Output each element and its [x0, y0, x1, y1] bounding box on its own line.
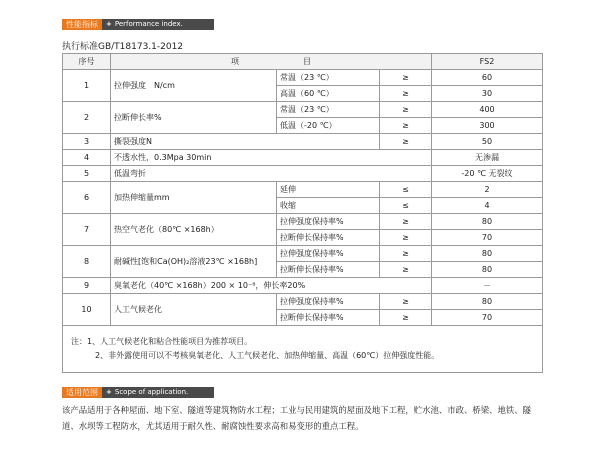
application-tag: 适用范围 — [62, 387, 102, 398]
row-sign: ≥ — [380, 118, 432, 134]
row-no: 10 — [63, 294, 111, 326]
row-value: 300 — [432, 118, 543, 134]
row-value: 80 — [432, 246, 543, 262]
row-no: 4 — [63, 150, 111, 166]
performance-section-header — [62, 19, 214, 30]
row-value: 4 — [432, 198, 543, 214]
row-value: 2 — [432, 182, 543, 198]
application-title-bar — [102, 387, 214, 398]
row-no: 5 — [63, 166, 111, 182]
note-line-1: 注：1、人工气候老化和粘合性能项目为推荐项目。 — [71, 337, 253, 346]
row-no: 8 — [63, 246, 111, 278]
table-row — [63, 166, 543, 182]
row-condition: 高温（60 ℃） — [277, 86, 380, 102]
performance-title: Performance index. — [114, 20, 183, 28]
row-condition: 拉伸强度保持率% — [277, 246, 380, 262]
performance-tag: 性能指标 — [62, 19, 102, 30]
table-row — [63, 246, 543, 262]
row-condition: 常温（23 ℃） — [277, 70, 380, 86]
row-value: － — [432, 278, 543, 294]
header-no: 序号 — [63, 54, 111, 70]
performance-title-bar — [102, 19, 214, 30]
row-item: 臭氧老化（40℃ ×168h）200 × 10⁻⁸，伸长率20% — [111, 278, 432, 294]
row-item: 低温弯折 — [111, 166, 432, 182]
row-condition: 拉伸强度保持率% — [277, 214, 380, 230]
application-section-header — [62, 387, 214, 398]
plus-icon: + — [106, 20, 112, 28]
row-value: 50 — [432, 134, 543, 150]
header-item: 项 目 — [111, 54, 432, 70]
row-sign: ≥ — [380, 86, 432, 102]
row-item: 撕裂强度N — [111, 134, 380, 150]
performance-table — [62, 53, 543, 373]
table-note — [63, 326, 543, 373]
row-sign: ≥ — [380, 310, 432, 326]
table-header-row — [63, 54, 543, 70]
table-row — [63, 214, 543, 230]
table-note-row — [63, 326, 543, 373]
row-condition: 拉断伸长保持率% — [277, 262, 380, 278]
row-sign: ≥ — [380, 214, 432, 230]
row-no: 2 — [63, 102, 111, 134]
row-value: 60 — [432, 70, 543, 86]
standard-label: 执行标准GB/T18173.1-2012 — [62, 42, 184, 52]
row-item: 加热伸缩量mm — [111, 182, 277, 214]
row-condition: 拉断伸长保持率% — [277, 310, 380, 326]
row-value: 30 — [432, 86, 543, 102]
row-item: 不透水性，0.3Mpa 30min — [111, 150, 432, 166]
row-no: 7 — [63, 214, 111, 246]
row-sign: ≥ — [380, 70, 432, 86]
row-value: 70 — [432, 230, 543, 246]
row-value: 400 — [432, 102, 543, 118]
application-title: Scope of application. — [114, 388, 189, 396]
table-row — [63, 70, 543, 86]
row-condition: 拉断伸长保持率% — [277, 230, 380, 246]
row-no: 3 — [63, 134, 111, 150]
row-item: 拉伸强度 N/cm — [111, 70, 277, 102]
row-sign: ≥ — [380, 262, 432, 278]
table-row — [63, 182, 543, 198]
row-condition: 收缩 — [277, 198, 380, 214]
table-row — [63, 134, 543, 150]
row-value: 80 — [432, 294, 543, 310]
row-sign: ≥ — [380, 246, 432, 262]
note-line-2: 2、非外露使用可以不考核臭氧老化、人工气候老化、加热伸缩量、高温（60℃）拉伸强度性能。 — [95, 351, 440, 360]
application-text: 该产品适用于各种屋面、地下室、隧道等建筑物防水工程；工业与民用建筑的屋面及地下工程，贮水池、市政、桥梁、地铁、隧道、水坝等工程防水，尤其适用于耐久性、耐腐蚀性要求高和易变形的重点工程。 — [62, 405, 531, 431]
row-no: 9 — [63, 278, 111, 294]
table-row — [63, 150, 543, 166]
table-row — [63, 278, 543, 294]
header-product: FS2 — [432, 54, 543, 70]
row-value: 无渗漏 — [432, 150, 543, 166]
row-sign: ≥ — [380, 102, 432, 118]
row-no: 1 — [63, 70, 111, 102]
row-sign: ≥ — [380, 134, 432, 150]
row-condition: 常温（23 ℃） — [277, 102, 380, 118]
row-sign: ≤ — [380, 182, 432, 198]
row-sign: ≥ — [380, 230, 432, 246]
row-item: 拉断伸长率% — [111, 102, 277, 134]
row-sign: ≥ — [380, 294, 432, 310]
row-sign: ≤ — [380, 198, 432, 214]
table-row — [63, 294, 543, 310]
plus-icon: + — [106, 388, 112, 396]
row-no: 6 — [63, 182, 111, 214]
row-condition: 拉伸强度保持率% — [277, 294, 380, 310]
row-value: 80 — [432, 214, 543, 230]
row-value: 80 — [432, 262, 543, 278]
row-item: 耐碱性[饱和Ca(OH)₂溶液23℃ ×168h] — [111, 246, 277, 278]
row-value: -20 ℃ 无裂纹 — [432, 166, 543, 182]
table-row — [63, 102, 543, 118]
row-item: 热空气老化（80℃ ×168h） — [111, 214, 277, 246]
row-value: 70 — [432, 310, 543, 326]
row-condition: 延伸 — [277, 182, 380, 198]
row-item: 人工气候老化 — [111, 294, 277, 326]
row-condition: 低温（-20 ℃） — [277, 118, 380, 134]
